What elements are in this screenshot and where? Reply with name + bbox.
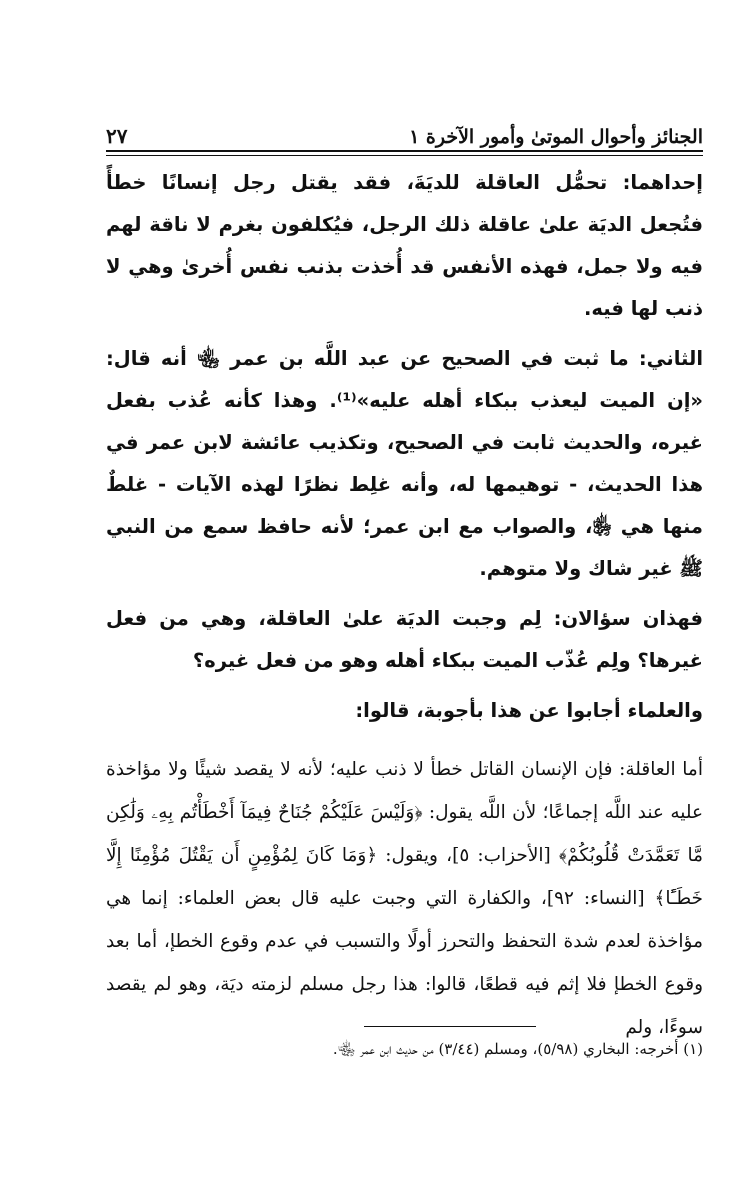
page-body: [106, 162, 703, 1049]
page-number: ٢٧: [106, 124, 128, 148]
header-rule-thin: [106, 155, 703, 156]
paragraph-answers-intro: والعلماء أجابوا عن هذا بأجوبة، قالوا:: [355, 699, 703, 722]
header-title: الجنائز وأحوال الموتىٰ وأمور الآخرة ١: [409, 126, 703, 148]
paragraph-aqila-answer: أما العاقلة: فإن الإنسان القاتل خطأ لا ذنب عليه؛ لأنه لا يقصد شيئًا ولا مؤاخذة عليه عند اللَّه إجماعًا؛ لأن اللَّه يقول: ﴿وَلَيْسَ عَلَيْكُمْ جُنَاحٌ فِيمَآ أَخْطَأْتُم بِهِۦ وَلَٰكِن مَّا تَعَمَّدَتْ قُلُوبُكُمْ﴾ [الأحزاب: ٥]، ويقول: ﴿وَمَا كَانَ لِمُؤْمِنٍ أَن يَقْتُلَ مُؤْمِنًا إِلَّا خَطَـًٔا﴾ [النساء: ٩٢]، والكفارة التي وجبت عليه قال بعض العلماء: إنما هي مؤاخذة لعدم شدة التحفظ والتحرز أولًا والتسبب في عدم وقوع الخطإ، أما بعد وقوع الخطإ فلا إثم فيه قطعًا، قالوا: هذا رجل مسلم لزمته ديَة، وهو لم يقصد سوءًا، ولم: [106, 759, 703, 1038]
footnote: (١) أخرجه: البخاري (٥/٩٨)، ومسلم (٣/٤٤) من حديث ابن عمر ﵄.: [332, 1040, 703, 1058]
paragraph-second-issue: الثاني: ما ثبت في الصحيح عن عبد اللَّه بن عمر ﵄ أنه قال: «إن الميت ليعذب ببكاء أهله عليه»⁽¹⁾. وهذا كأنه عُذب بفعل غيره، والحديث ثابت في الصحيح، وتكذيب عائشة لابن عمر في هذا الحديث، - توهيمها له، وأنه غلِط نظرًا لهذه الآيات - غلطٌ منها هي ﵂، والصواب مع ابن عمر؛ لأنه حافظ سمع من النبي ﷺ غير شاك ولا متوهم.: [106, 347, 703, 580]
footnote-rule: [364, 1026, 536, 1027]
running-header: [106, 112, 703, 148]
header-rule-thick: [106, 150, 703, 152]
paragraph-first-issue: إحداهما: تحمُّل العاقلة للديَةَ، فقد يقتل رجل إنسانًا خطأً فتُجعل الديَة علىٰ عاقلة ذلك الرجل، فيُكلفون بغرم لا ناقة لهم فيه ولا جمل، فهذه الأنفس قد أُخذت بذنب نفس أُخرىٰ وهي لا ذنب لها فيه.: [106, 171, 703, 320]
paragraph-questions: فهذان سؤالان: لِم وجبت الديَة علىٰ العاقلة، وهي من فعل غيرها؟ ولِم عُذّب الميت ببكاء أهله وهو من فعل غيره؟: [106, 607, 703, 672]
